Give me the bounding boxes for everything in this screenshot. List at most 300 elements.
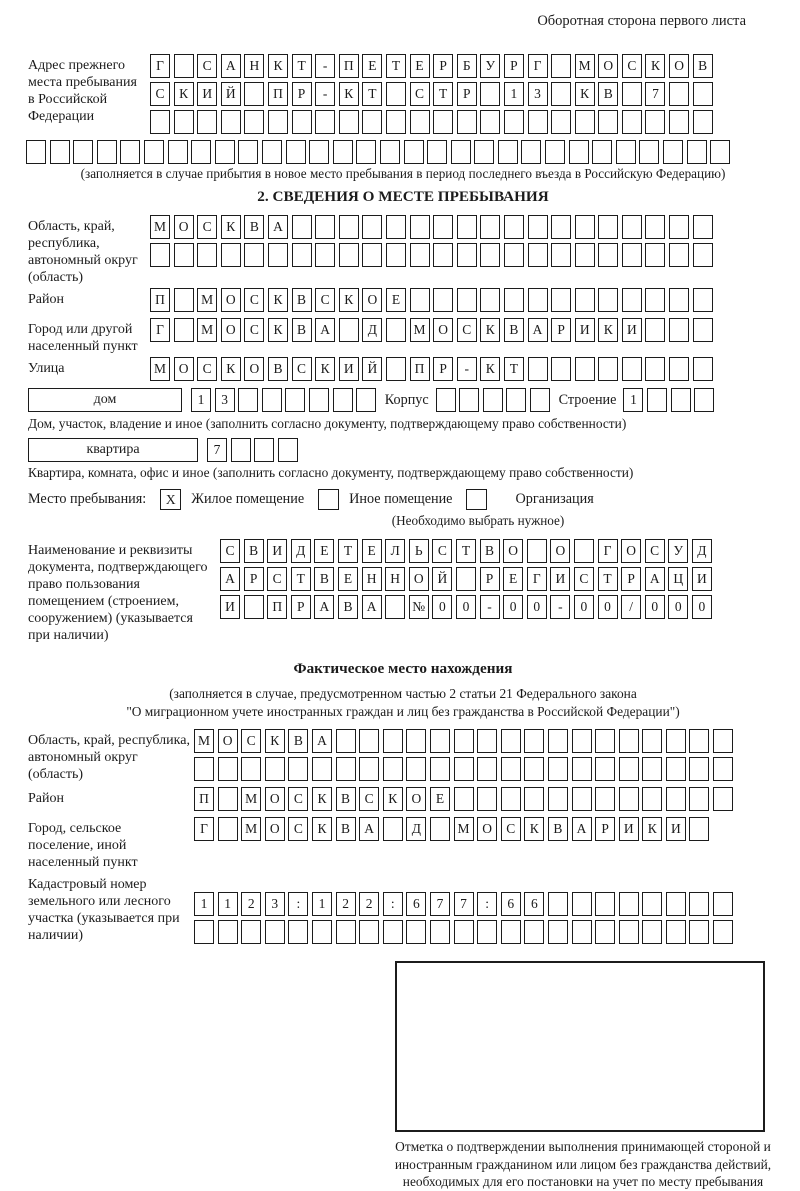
- char-cell: [572, 787, 592, 811]
- char-cell: О: [621, 539, 641, 563]
- char-cell: А: [645, 567, 665, 591]
- char-cell: [622, 288, 642, 312]
- char-cell: [693, 82, 713, 106]
- char-cell: [480, 110, 500, 134]
- char-cell: [480, 243, 500, 267]
- char-cell: [120, 140, 140, 164]
- char-cell: [430, 920, 450, 944]
- char-cell: [454, 920, 474, 944]
- char-cell: [689, 787, 709, 811]
- char-cell: [572, 920, 592, 944]
- char-cell: [504, 215, 524, 239]
- char-cell: [504, 243, 524, 267]
- region-row-2: [150, 243, 778, 267]
- stamp-box: [395, 961, 765, 1132]
- char-cell: 0: [598, 595, 618, 619]
- char-cell: М: [454, 817, 474, 841]
- char-cell: [315, 110, 335, 134]
- char-cell: О: [503, 539, 523, 563]
- char-cell: [669, 357, 689, 381]
- char-cell: К: [174, 82, 194, 106]
- char-cell: [622, 82, 642, 106]
- stay-type-note: (Необходимо выбрать нужное): [391, 513, 565, 528]
- char-cell: М: [150, 215, 170, 239]
- char-cell: Е: [362, 54, 382, 78]
- char-cell: В: [504, 318, 524, 342]
- char-cell: 1: [623, 388, 643, 412]
- char-cell: [309, 388, 329, 412]
- char-cell: [380, 140, 400, 164]
- char-cell: О: [433, 318, 453, 342]
- char-cell: [265, 920, 285, 944]
- char-cell: [528, 288, 548, 312]
- apartment-cells: [207, 430, 301, 457]
- char-cell: [689, 729, 709, 753]
- char-cell: И: [220, 595, 240, 619]
- char-cell: К: [339, 82, 359, 106]
- char-cell: [504, 110, 524, 134]
- char-cell: [616, 140, 636, 164]
- char-cell: [622, 110, 642, 134]
- char-cell: [333, 388, 353, 412]
- char-cell: [575, 288, 595, 312]
- char-cell: [336, 757, 356, 781]
- char-cell: [286, 140, 306, 164]
- char-cell: 0: [432, 595, 452, 619]
- char-cell: [524, 729, 544, 753]
- char-cell: К: [315, 357, 335, 381]
- char-cell: С: [197, 357, 217, 381]
- char-cell: [254, 438, 274, 462]
- char-cell: К: [339, 288, 359, 312]
- char-cell: К: [221, 357, 241, 381]
- char-cell: Т: [292, 54, 312, 78]
- char-cell: Е: [314, 539, 334, 563]
- char-cell: [647, 388, 667, 412]
- char-cell: С: [288, 787, 308, 811]
- cadastral-row-2: [194, 920, 778, 944]
- char-cell: [359, 729, 379, 753]
- char-cell: [669, 288, 689, 312]
- char-cell: [174, 54, 194, 78]
- char-cell: [501, 787, 521, 811]
- char-cell: [713, 729, 733, 753]
- char-cell: В: [480, 539, 500, 563]
- char-cell: 7: [454, 892, 474, 916]
- char-cell: Г: [598, 539, 618, 563]
- char-cell: [521, 140, 541, 164]
- char-cell: [215, 140, 235, 164]
- char-cell: [710, 140, 730, 164]
- char-cell: [309, 140, 329, 164]
- char-cell: [693, 288, 713, 312]
- char-cell: Д: [692, 539, 712, 563]
- char-cell: [194, 920, 214, 944]
- option-residential-label: Жилое помещение: [191, 491, 305, 507]
- char-cell: [477, 757, 497, 781]
- char-cell: А: [220, 567, 240, 591]
- char-cell: Р: [621, 567, 641, 591]
- char-cell: И: [692, 567, 712, 591]
- char-cell: Р: [480, 567, 500, 591]
- page-side-note: Оборотная сторона первого листа: [537, 13, 746, 29]
- char-cell: В: [693, 54, 713, 78]
- char-cell: О: [406, 787, 426, 811]
- char-cell: [669, 318, 689, 342]
- char-cell: 1: [504, 82, 524, 106]
- char-cell: Т: [362, 82, 382, 106]
- stroenie-label: Строение: [558, 392, 617, 408]
- char-cell: О: [244, 357, 264, 381]
- char-cell: [174, 243, 194, 267]
- char-cell: [645, 288, 665, 312]
- char-cell: [457, 215, 477, 239]
- char-cell: Т: [456, 539, 476, 563]
- char-cell: [575, 215, 595, 239]
- char-cell: Т: [386, 54, 406, 78]
- char-cell: [383, 757, 403, 781]
- char-cell: [339, 318, 359, 342]
- char-cell: [530, 388, 550, 412]
- char-cell: [595, 787, 615, 811]
- region-2-row-1: [194, 729, 778, 753]
- char-cell: [528, 357, 548, 381]
- char-cell: [506, 388, 526, 412]
- char-cell: С: [220, 539, 240, 563]
- char-cell: К: [312, 787, 332, 811]
- char-cell: [385, 595, 405, 619]
- char-cell: [548, 757, 568, 781]
- checkbox-residential: X: [160, 489, 181, 510]
- char-cell: К: [645, 54, 665, 78]
- cadastral-row-1: [194, 892, 778, 916]
- option-organization-label: Организация: [515, 491, 594, 507]
- char-cell: [669, 82, 689, 106]
- char-cell: 0: [692, 595, 712, 619]
- char-cell: [221, 243, 241, 267]
- char-cell: [575, 110, 595, 134]
- char-cell: [551, 110, 571, 134]
- char-cell: [527, 539, 547, 563]
- char-cell: [689, 817, 709, 841]
- char-cell: А: [528, 318, 548, 342]
- char-cell: С: [197, 215, 217, 239]
- char-cell: [262, 388, 282, 412]
- char-cell: [574, 539, 594, 563]
- prev-address-row-4: [26, 140, 778, 164]
- char-cell: [619, 729, 639, 753]
- house-row: [28, 388, 778, 413]
- char-cell: [551, 82, 571, 106]
- char-cell: [457, 110, 477, 134]
- char-cell: Г: [528, 54, 548, 78]
- char-cell: 0: [527, 595, 547, 619]
- char-cell: К: [268, 318, 288, 342]
- char-cell: [528, 243, 548, 267]
- char-cell: [339, 110, 359, 134]
- char-cell: [619, 920, 639, 944]
- char-cell: В: [338, 595, 358, 619]
- char-cell: Р: [457, 82, 477, 106]
- actual-location-title: Фактическое место нахождения: [293, 660, 513, 677]
- char-cell: Ь: [409, 539, 429, 563]
- char-cell: 1: [194, 892, 214, 916]
- char-cell: Р: [551, 318, 571, 342]
- char-cell: И: [619, 817, 639, 841]
- char-cell: К: [268, 288, 288, 312]
- char-cell: П: [268, 82, 288, 106]
- char-cell: [595, 920, 615, 944]
- char-cell: [191, 140, 211, 164]
- char-cell: А: [312, 729, 332, 753]
- char-cell: М: [410, 318, 430, 342]
- char-cell: Д: [291, 539, 311, 563]
- char-cell: [671, 388, 691, 412]
- char-cell: [265, 757, 285, 781]
- char-cell: [457, 243, 477, 267]
- char-cell: [483, 388, 503, 412]
- char-cell: С: [244, 288, 264, 312]
- city-row: [150, 318, 778, 342]
- char-cell: [598, 357, 618, 381]
- char-cell: [362, 110, 382, 134]
- char-cell: [645, 215, 665, 239]
- char-cell: [477, 729, 497, 753]
- char-cell: К: [524, 817, 544, 841]
- field-district-2: [28, 787, 778, 815]
- char-cell: С: [150, 82, 170, 106]
- apartment-caption: Квартира, комната, офис и иное (заполнить согласно документу, подтверждающему право собственности): [28, 465, 634, 480]
- char-cell: О: [409, 567, 429, 591]
- char-cell: [268, 110, 288, 134]
- document-label: Наименование и реквизиты документа, подтверждающего право пользования помещением (строением, сооружением) (указывается при наличии): [28, 543, 208, 643]
- char-cell: К: [383, 787, 403, 811]
- char-cell: [339, 243, 359, 267]
- char-cell: [174, 288, 194, 312]
- char-cell: /: [621, 595, 641, 619]
- checkbox-organization: [466, 489, 487, 510]
- char-cell: [551, 288, 571, 312]
- char-cell: [669, 215, 689, 239]
- region-2-row-2: [194, 757, 778, 781]
- char-cell: [598, 215, 618, 239]
- char-cell: Л: [385, 539, 405, 563]
- field-region-2: [28, 729, 778, 785]
- char-cell: [406, 757, 426, 781]
- char-cell: [459, 388, 479, 412]
- char-cell: Т: [433, 82, 453, 106]
- char-cell: К: [480, 357, 500, 381]
- field-city: [28, 318, 778, 355]
- char-cell: [244, 110, 264, 134]
- char-cell: О: [477, 817, 497, 841]
- char-cell: [73, 140, 93, 164]
- char-cell: 6: [406, 892, 426, 916]
- char-cell: [501, 729, 521, 753]
- char-cell: А: [362, 595, 382, 619]
- char-cell: К: [268, 54, 288, 78]
- char-cell: Н: [244, 54, 264, 78]
- char-cell: 6: [501, 892, 521, 916]
- char-cell: [663, 140, 683, 164]
- char-cell: О: [221, 288, 241, 312]
- char-cell: [150, 243, 170, 267]
- street-label: Улица: [28, 361, 65, 376]
- char-cell: [622, 357, 642, 381]
- char-cell: [666, 757, 686, 781]
- char-cell: С: [574, 567, 594, 591]
- char-cell: [362, 215, 382, 239]
- char-cell: [244, 595, 264, 619]
- char-cell: Р: [291, 595, 311, 619]
- char-cell: В: [244, 215, 264, 239]
- char-cell: [639, 140, 659, 164]
- char-cell: [693, 357, 713, 381]
- char-cell: [480, 215, 500, 239]
- apartment-box-label: квартира: [28, 438, 198, 462]
- char-cell: [477, 920, 497, 944]
- char-cell: В: [244, 539, 264, 563]
- char-cell: [336, 920, 356, 944]
- char-cell: [548, 920, 568, 944]
- char-cell: [218, 787, 238, 811]
- char-cell: [430, 729, 450, 753]
- char-cell: [498, 140, 518, 164]
- char-cell: В: [268, 357, 288, 381]
- char-cell: [241, 757, 261, 781]
- char-cell: [231, 438, 251, 462]
- char-cell: [666, 920, 686, 944]
- char-cell: [410, 243, 430, 267]
- char-cell: [598, 110, 618, 134]
- char-cell: [595, 757, 615, 781]
- char-cell: Р: [595, 817, 615, 841]
- char-cell: Е: [410, 54, 430, 78]
- stay-type-label: Место пребывания:: [28, 491, 147, 507]
- char-cell: [433, 215, 453, 239]
- char-cell: О: [598, 54, 618, 78]
- char-cell: М: [575, 54, 595, 78]
- char-cell: 1: [312, 892, 332, 916]
- prev-address-rows: [150, 54, 778, 138]
- char-cell: [713, 757, 733, 781]
- char-cell: [693, 215, 713, 239]
- char-cell: [666, 729, 686, 753]
- char-cell: П: [194, 787, 214, 811]
- char-cell: В: [548, 817, 568, 841]
- char-cell: Р: [433, 357, 453, 381]
- char-cell: Р: [433, 54, 453, 78]
- field-document: [28, 539, 778, 644]
- char-cell: [528, 215, 548, 239]
- char-cell: [315, 243, 335, 267]
- char-cell: Г: [527, 567, 547, 591]
- char-cell: [666, 787, 686, 811]
- char-cell: Н: [362, 567, 382, 591]
- char-cell: №: [409, 595, 429, 619]
- char-cell: [619, 757, 639, 781]
- char-cell: Е: [338, 567, 358, 591]
- char-cell: П: [267, 595, 287, 619]
- char-cell: [339, 215, 359, 239]
- char-cell: С: [432, 539, 452, 563]
- char-cell: С: [244, 318, 264, 342]
- char-cell: [642, 787, 662, 811]
- char-cell: [144, 140, 164, 164]
- char-cell: Й: [432, 567, 452, 591]
- char-cell: К: [575, 82, 595, 106]
- char-cell: [693, 110, 713, 134]
- char-cell: Д: [406, 817, 426, 841]
- char-cell: [456, 567, 476, 591]
- char-cell: [356, 388, 376, 412]
- char-cell: И: [622, 318, 642, 342]
- char-cell: 6: [524, 892, 544, 916]
- char-cell: :: [288, 892, 308, 916]
- char-cell: [713, 892, 733, 916]
- char-cell: [433, 110, 453, 134]
- char-cell: [288, 757, 308, 781]
- char-cell: Р: [292, 82, 312, 106]
- char-cell: [501, 757, 521, 781]
- cadastral-label: Кадастровый номер земельного или лесного участка (указывается при наличии): [28, 877, 180, 943]
- char-cell: Е: [386, 288, 406, 312]
- char-cell: У: [668, 539, 688, 563]
- char-cell: :: [477, 892, 497, 916]
- char-cell: 2: [336, 892, 356, 916]
- street-row: [150, 357, 778, 381]
- char-cell: С: [645, 539, 665, 563]
- char-cell: К: [312, 817, 332, 841]
- char-cell: [645, 357, 665, 381]
- stamp-caption: Отметка о подтверждении выполнения принимающей стороной и иностранным гражданином или лицом без гражданства действий, необходимых для его постановки на учет по месту пребывания: [394, 1139, 772, 1189]
- char-cell: [221, 110, 241, 134]
- char-cell: Д: [362, 318, 382, 342]
- char-cell: [669, 243, 689, 267]
- char-cell: У: [480, 54, 500, 78]
- char-cell: [693, 318, 713, 342]
- char-cell: [218, 817, 238, 841]
- korpus-label: Корпус: [384, 392, 429, 408]
- char-cell: [524, 757, 544, 781]
- char-cell: С: [359, 787, 379, 811]
- char-cell: [315, 215, 335, 239]
- char-cell: Т: [291, 567, 311, 591]
- char-cell: [218, 757, 238, 781]
- char-cell: Г: [194, 817, 214, 841]
- char-cell: И: [666, 817, 686, 841]
- char-cell: [244, 82, 264, 106]
- char-cell: [168, 140, 188, 164]
- char-cell: [454, 757, 474, 781]
- house-caption: Дом, участок, владение и иное (заполнить согласно документу, подтверждающему право собственности): [28, 416, 627, 431]
- char-cell: [241, 920, 261, 944]
- char-cell: [524, 920, 544, 944]
- char-cell: А: [359, 817, 379, 841]
- char-cell: [528, 110, 548, 134]
- char-cell: [480, 288, 500, 312]
- char-cell: [474, 140, 494, 164]
- char-cell: [642, 729, 662, 753]
- region-rows: [150, 215, 778, 271]
- char-cell: О: [174, 357, 194, 381]
- char-cell: Ц: [668, 567, 688, 591]
- char-cell: С: [241, 729, 261, 753]
- char-cell: 2: [241, 892, 261, 916]
- char-cell: [386, 243, 406, 267]
- char-cell: [569, 140, 589, 164]
- district-2-label: Район: [28, 791, 64, 806]
